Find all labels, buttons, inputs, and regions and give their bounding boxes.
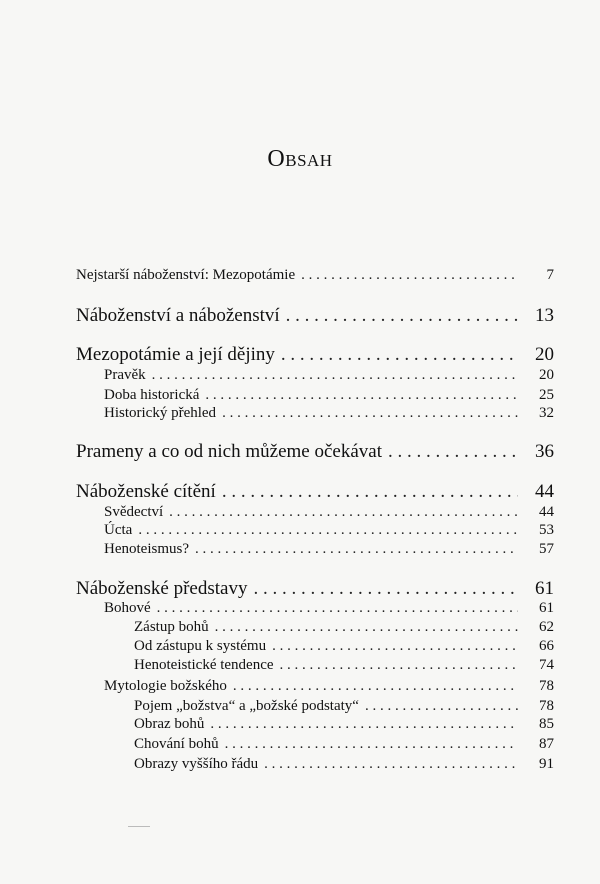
toc-entry-page: 44 (539, 504, 554, 520)
toc-entry-page: 61 (535, 578, 554, 599)
toc-entry-label: Doba historická (104, 387, 200, 403)
toc-entry (104, 678, 554, 695)
toc-entry-page: 20 (539, 367, 554, 383)
toc-entry (76, 305, 554, 327)
toc-entry-page: 7 (546, 267, 554, 283)
toc-entry-label: Bohové (104, 600, 151, 616)
leader-dots (222, 405, 518, 422)
toc-entry-page: 91 (539, 756, 554, 772)
toc-entry (104, 522, 554, 539)
toc-entry-label: Obraz bohů (134, 716, 205, 732)
scan-smudge (128, 826, 150, 827)
toc-entry-label: Prameny a co od nich můžeme očekávat (76, 441, 382, 462)
leader-dots (169, 504, 518, 521)
leader-dots (205, 387, 518, 404)
toc-entry-page: 20 (535, 344, 554, 365)
toc-entry-page: 78 (539, 678, 554, 694)
toc-entry (134, 716, 554, 733)
toc-entry (76, 267, 554, 284)
toc-entry-label: Henoteismus? (104, 541, 189, 557)
toc-entry-page: 25 (539, 387, 554, 403)
toc-entry-page: 36 (535, 441, 554, 462)
leader-dots (281, 344, 518, 366)
toc-entry-label: Náboženské cítění (76, 481, 216, 502)
toc-entry-page: 74 (539, 657, 554, 673)
leader-dots (225, 736, 518, 753)
leader-dots (301, 267, 518, 284)
toc-entry-label: Úcta (104, 522, 133, 538)
toc-entry-label: Mytologie božského (104, 678, 227, 694)
toc-entry-label: Nejstarší náboženství: Mezopotámie (76, 267, 296, 283)
toc-entry-label: Pojem „božstva“ a „božské podstaty“ (134, 698, 359, 714)
toc-entry-label: Mezopotámie a její dějiny (76, 344, 275, 365)
toc-entry (104, 600, 554, 617)
leader-dots (264, 756, 518, 773)
leader-dots (280, 657, 518, 674)
leader-dots (195, 541, 518, 558)
leader-dots (222, 481, 518, 503)
leader-dots (157, 600, 518, 617)
toc-entry-label: Chování bohů (134, 736, 219, 752)
toc-entry (134, 756, 554, 773)
toc-entry-label: Náboženství a náboženství (76, 305, 280, 326)
leader-dots (152, 367, 518, 384)
toc-entry (104, 387, 554, 404)
toc-entry-label: Henoteistické tendence (134, 657, 274, 673)
toc-entry (104, 504, 554, 521)
toc-entry-label: Náboženské představy (76, 578, 248, 599)
toc-entry-page: 13 (535, 305, 554, 326)
toc-entry-page: 32 (539, 405, 554, 421)
leader-dots (215, 619, 518, 636)
leader-dots (286, 305, 518, 327)
toc-entry-label: Historický přehled (104, 405, 217, 421)
toc-entry-page: 62 (539, 619, 554, 635)
leader-dots (253, 578, 518, 600)
toc-entry-page: 44 (535, 481, 554, 502)
toc-entry (76, 344, 554, 366)
toc-entry (134, 736, 554, 753)
leader-dots (272, 638, 518, 655)
toc-entry-label: Svědectví (104, 504, 164, 520)
toc-entry-page: 66 (539, 638, 554, 654)
toc-entry (76, 441, 554, 463)
leader-dots (388, 441, 518, 463)
toc-entry (134, 698, 554, 715)
toc-entry (104, 541, 554, 558)
toc-entry-page: 61 (539, 600, 554, 616)
toc-entry-page: 85 (539, 716, 554, 732)
toc-entry (134, 657, 554, 674)
toc-entry (134, 638, 554, 655)
toc-entry (76, 481, 554, 503)
leader-dots (233, 678, 518, 695)
leader-dots (210, 716, 518, 733)
toc-entry-page: 78 (539, 698, 554, 714)
leader-dots (138, 522, 518, 539)
toc-entry-label: Od zástupu k systému (134, 638, 267, 654)
toc-entry-page: 53 (539, 522, 554, 538)
toc-entry (104, 367, 554, 384)
toc-entry (76, 578, 554, 600)
toc-entry-page: 87 (539, 736, 554, 752)
page-title: Obsah (267, 146, 333, 172)
toc-entry (134, 619, 554, 636)
toc-entry-label: Zástup bohů (134, 619, 209, 635)
toc-entry-page: 57 (539, 541, 554, 557)
toc-entry-label: Obrazy vyššího řádu (134, 756, 259, 772)
toc-entry (104, 405, 554, 422)
leader-dots (365, 698, 518, 715)
toc-entry-label: Pravěk (104, 367, 146, 383)
